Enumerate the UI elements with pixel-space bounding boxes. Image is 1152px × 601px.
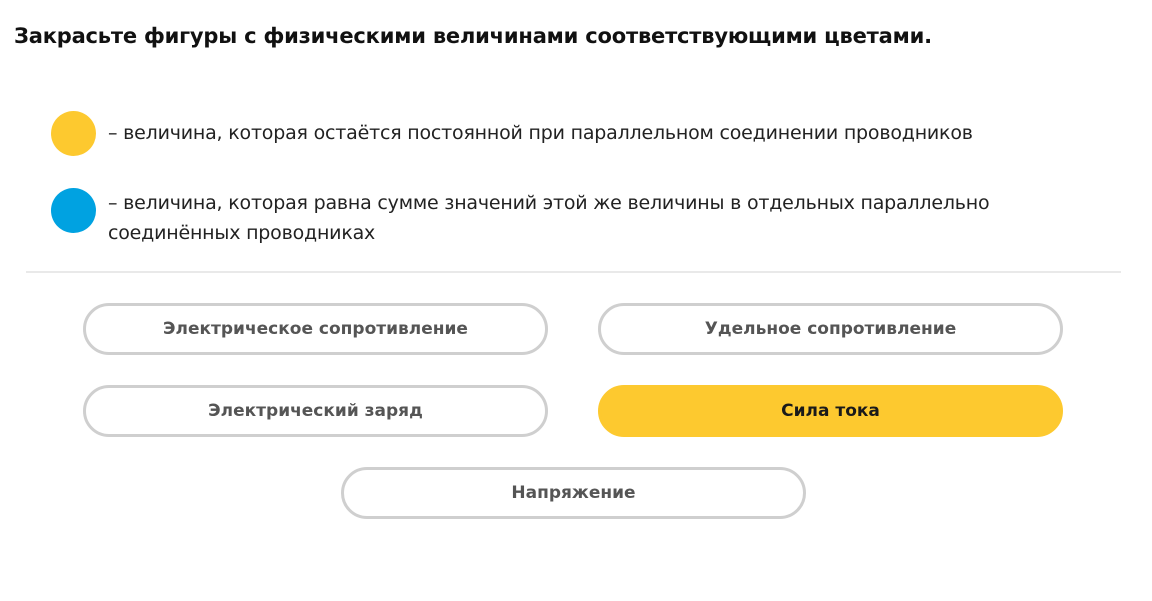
task-title: Закрасьте фигуры с физическими величинами соответствующими цветами. <box>14 24 932 48</box>
blue-circle-icon <box>51 188 96 233</box>
option-current-strength[interactable]: Сила тока <box>598 385 1063 437</box>
legend-text-yellow: – величина, которая остаётся постоянной при параллельном соединении проводников <box>108 122 973 144</box>
option-voltage[interactable]: Напряжение <box>341 467 806 519</box>
option-specific-resistance[interactable]: Удельное сопротивление <box>598 303 1063 355</box>
yellow-circle-icon <box>51 111 96 156</box>
option-electric-charge[interactable]: Электрический заряд <box>83 385 548 437</box>
legend-text-blue: – величина, которая равна сумме значений этой же величины в отдельных параллельно соединённых проводниках <box>108 192 990 244</box>
divider <box>26 271 1121 273</box>
option-electrical-resistance[interactable]: Электрическое сопротивление <box>83 303 548 355</box>
